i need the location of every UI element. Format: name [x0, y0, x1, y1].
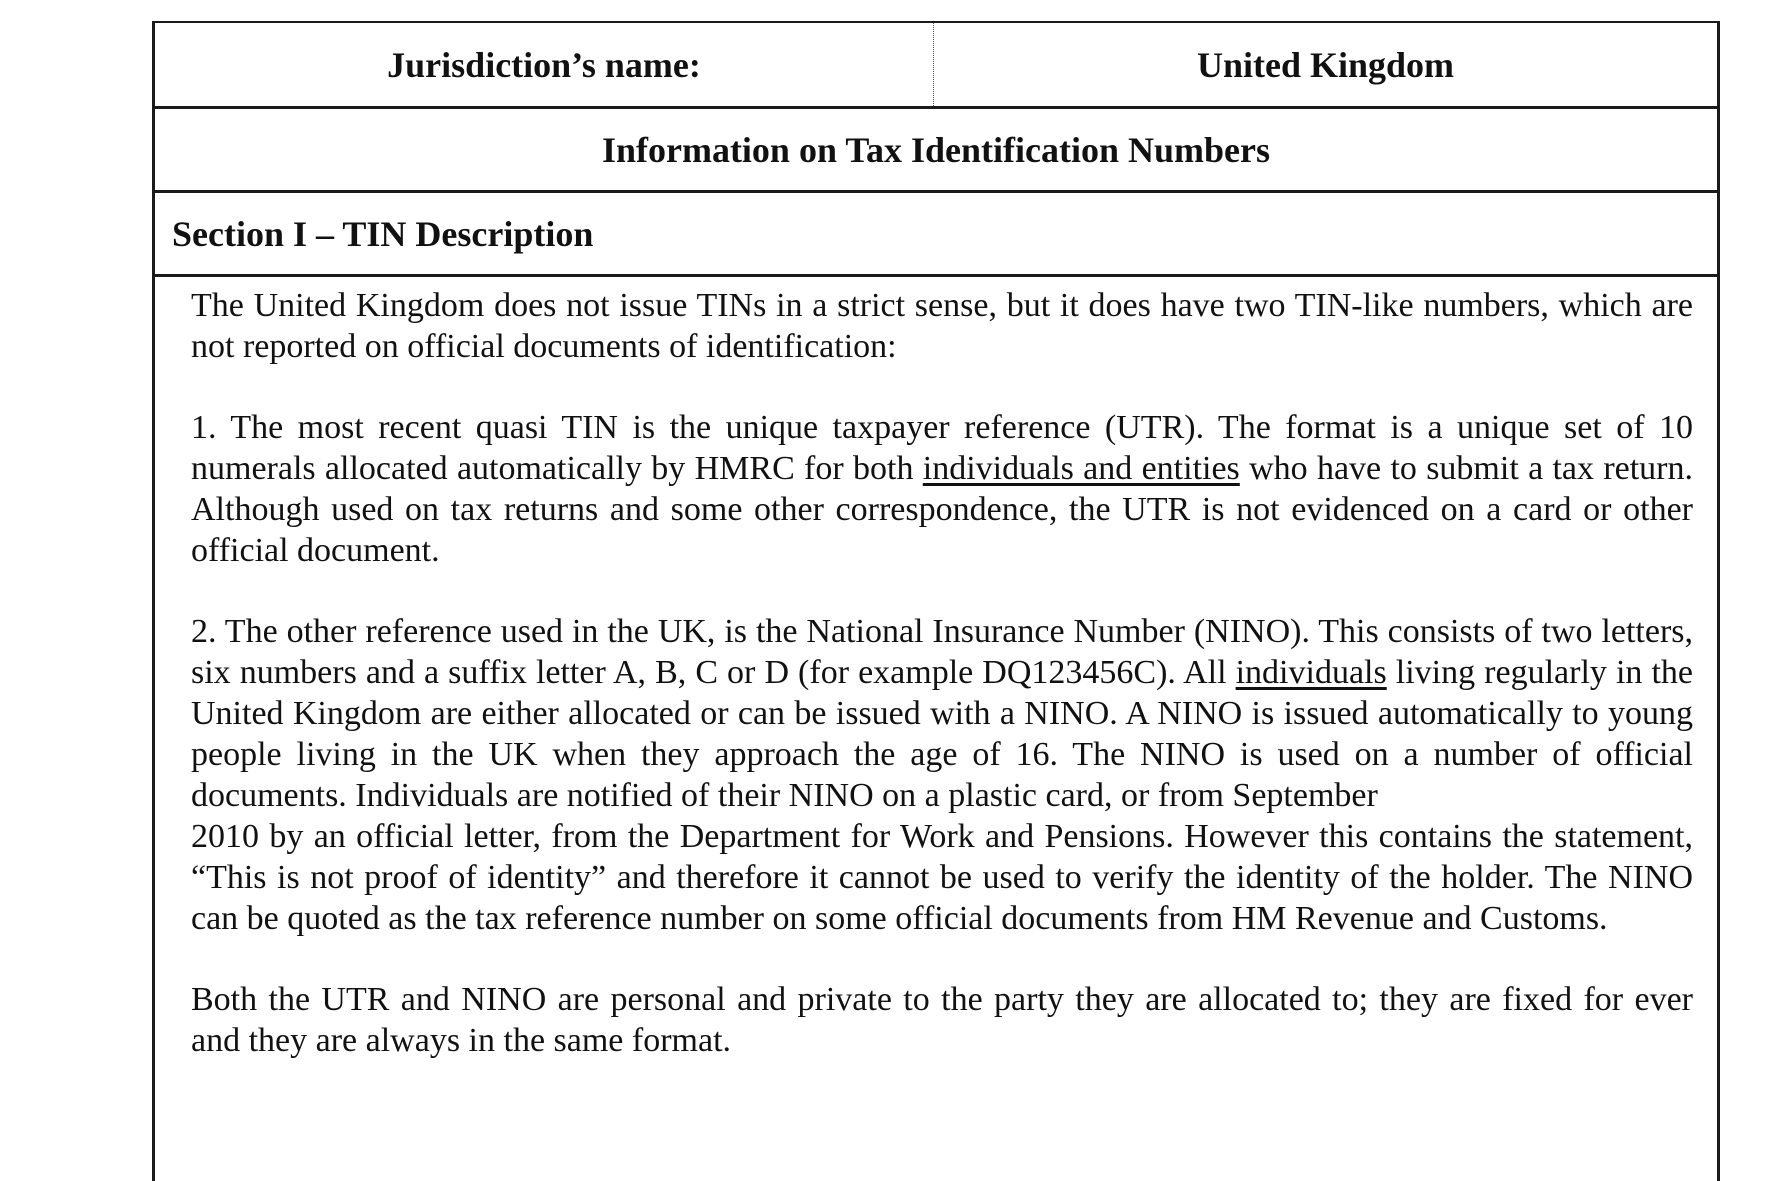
nino-text-end: living regularly in the United Kingdom are either allocated or can be issued with a NINO. A NINO is issued automatically to young people living in the UK when they approach the age of 16. The NINO is used on a number of official documents. Individuals are notified of their NINO on a plastic card, or from September — [191, 654, 1693, 814]
section-body — [191, 285, 1693, 1101]
nino-underlined-text: individuals — [1235, 654, 1387, 691]
nino-text-start: 2. The other reference used in the UK, is the National Insurance Number (NINO). This consists of two letters, six numbers and a suffix letter A, B, C or D (for example DQ123456C). All — [191, 613, 1693, 691]
nino-paragraph — [191, 611, 1693, 816]
utr-paragraph — [191, 407, 1693, 571]
closing-paragraph: Both the UTR and NINO are personal and private to the party they are allocated to; they are fixed for ever and they are always in the same format. — [191, 981, 1693, 1059]
utr-text-end: who have to submit a tax return. Although used on tax returns and some other correspondence, the UTR is not evidenced on a card or other official document. — [191, 450, 1693, 569]
jurisdiction-row — [155, 23, 1717, 109]
nino-continuation-paragraph: 2010 by an official letter, from the Department for Work and Pensions. However this contains the statement, “This is not proof of identity” and therefore it cannot be used to verify the identity of the holder. The NINO can be quoted as the tax reference number on some official documents from HM Revenue and Customs. — [191, 818, 1693, 937]
section-title: Section I – TIN Description — [155, 193, 1717, 277]
jurisdiction-value: United Kingdom — [1196, 44, 1455, 85]
jurisdiction-label: Jurisdiction’s name: — [155, 23, 934, 106]
intro-paragraph: The United Kingdom does not issue TINs in a strict sense, but it does have two TIN-like numbers, which are not reported on official documents of identification: — [191, 287, 1693, 365]
document-title: Information on Tax Identification Numbers — [155, 109, 1717, 193]
utr-underlined-text: individuals and entities — [922, 450, 1240, 487]
utr-text-start: 1. The most recent quasi TIN is the unique taxpayer reference (UTR). The format is a unique set of 10 numerals allocated automatically by HMRC for both — [191, 409, 1693, 487]
tin-info-table — [152, 21, 1720, 1181]
